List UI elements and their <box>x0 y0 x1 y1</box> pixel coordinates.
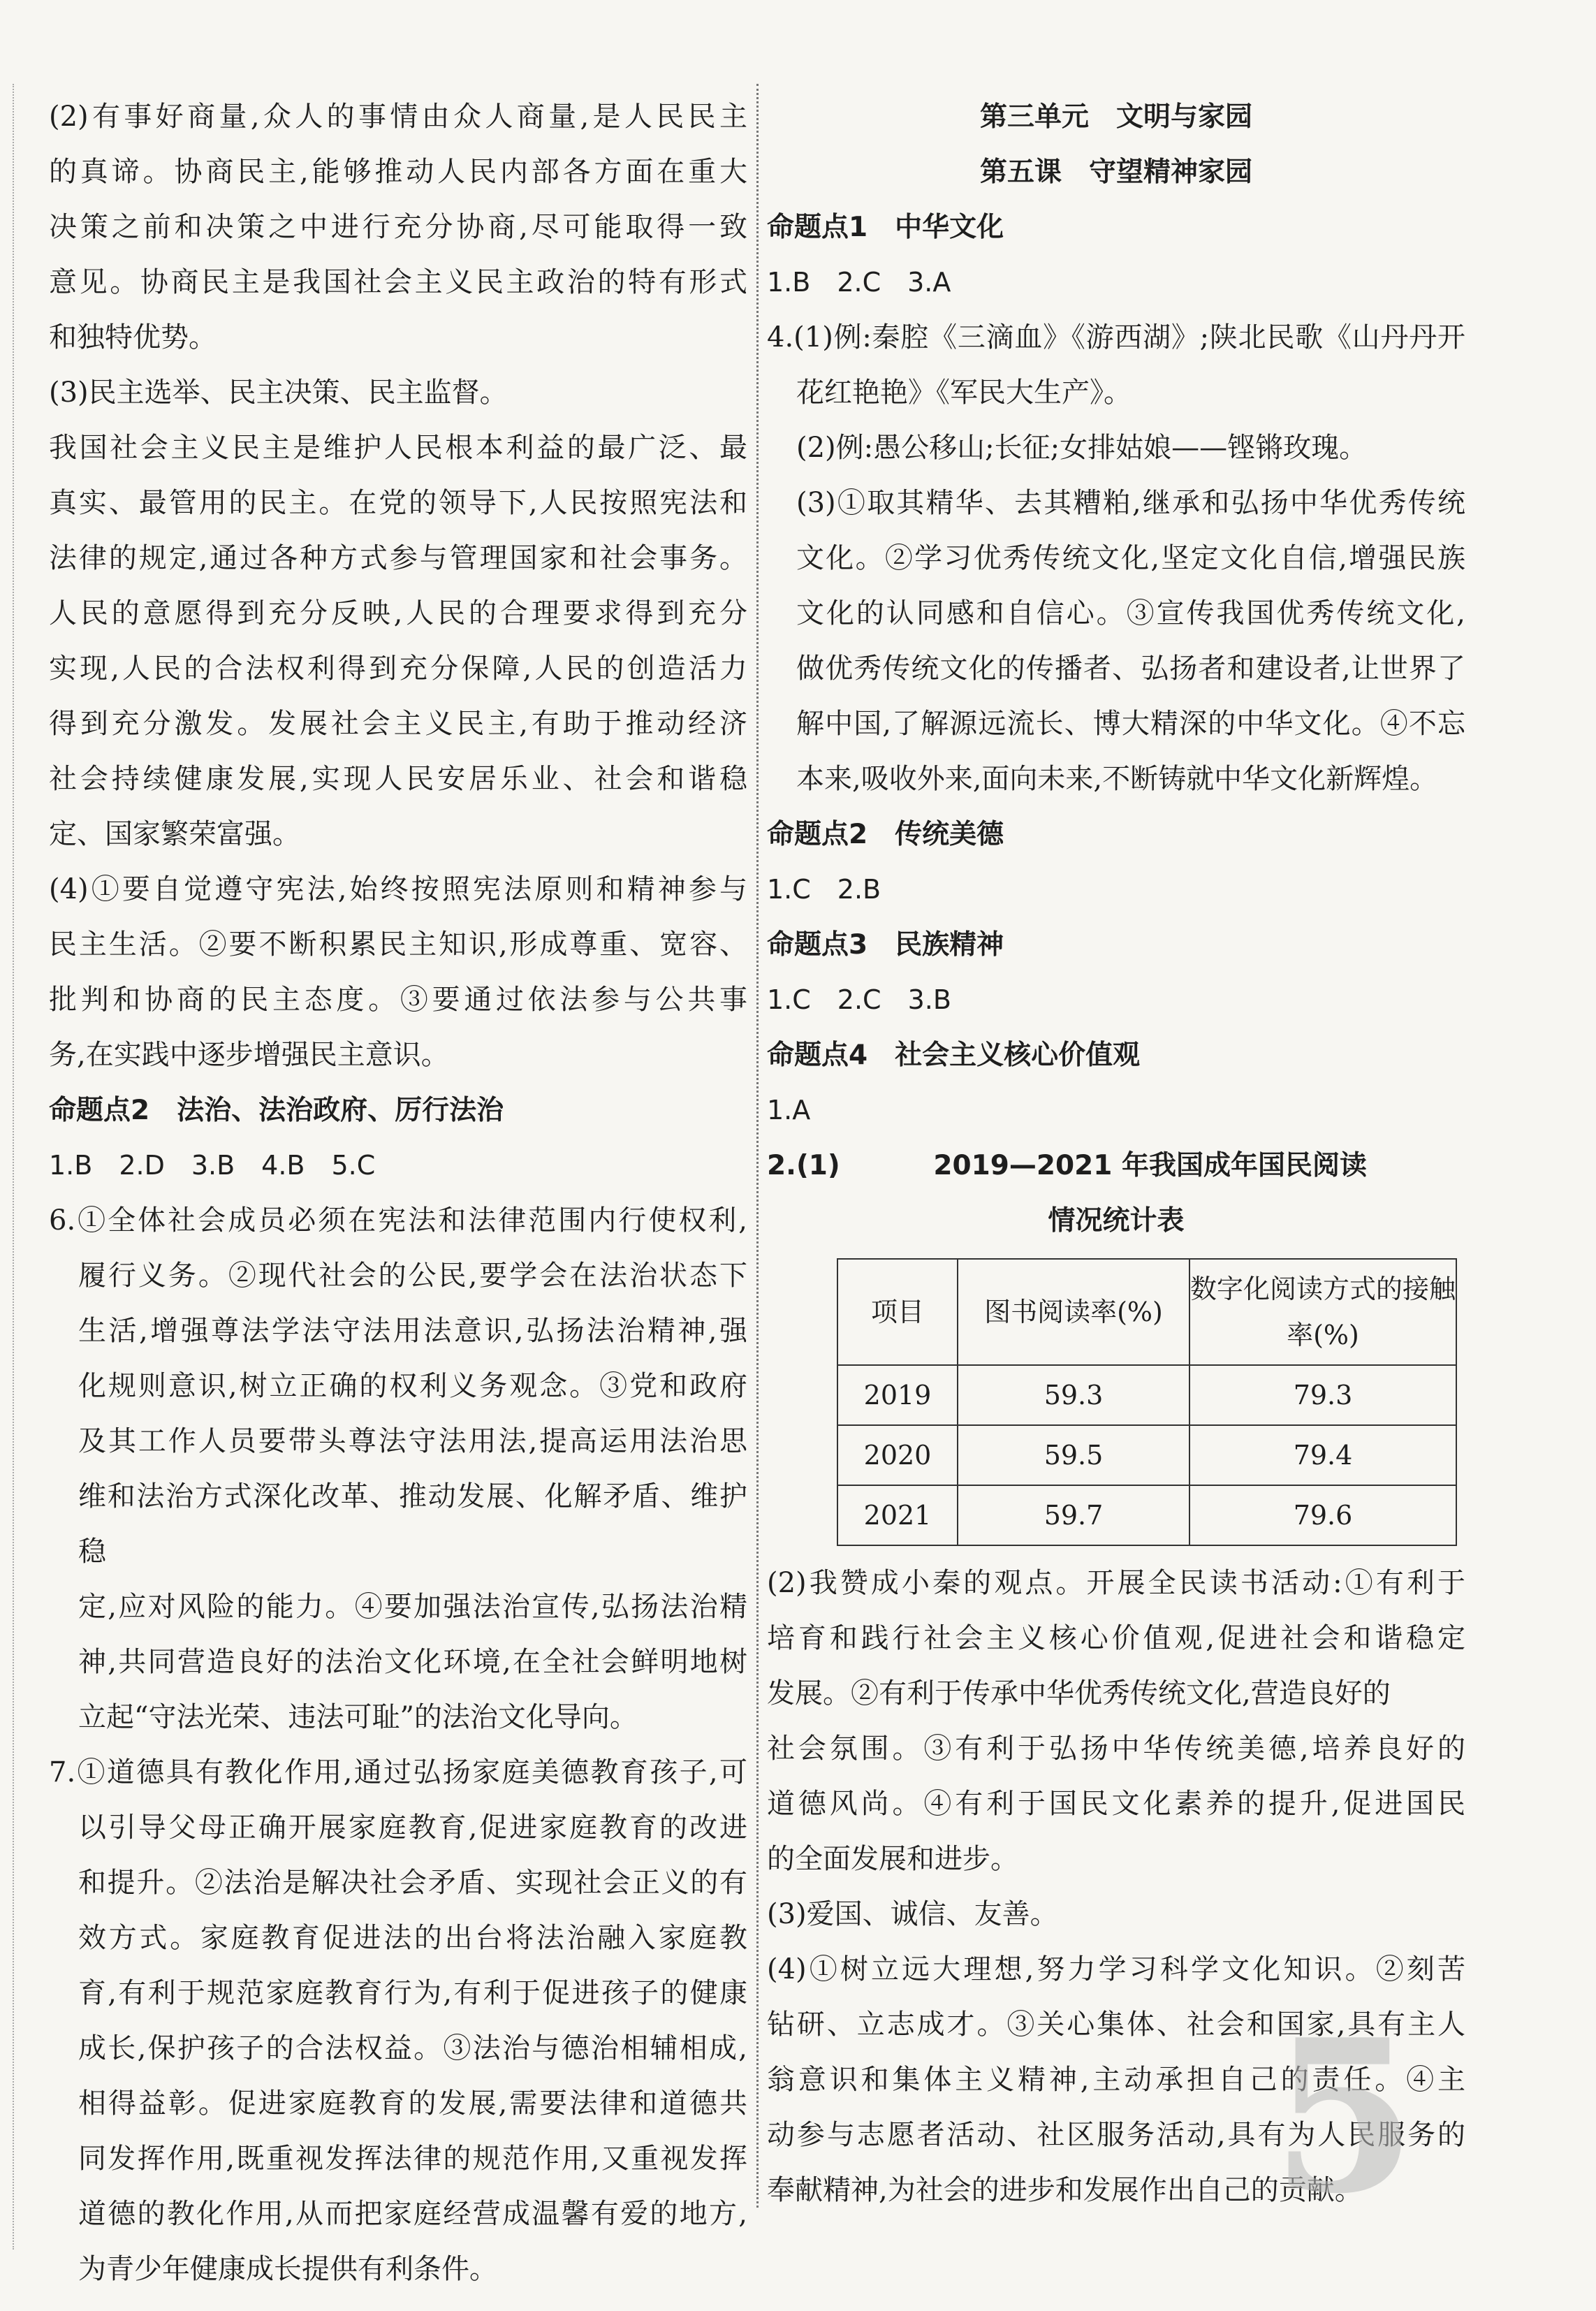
table-cell-digital: 79.3 <box>1189 1365 1456 1425</box>
text-line: (3)民主选举、民主决策、民主监督。 <box>49 377 508 409</box>
question-4 <box>767 310 1465 807</box>
text-line: 真实、最管用的民主。在党的领导下,人民按照宪法和 <box>49 487 747 519</box>
table-header-row <box>837 1259 1456 1365</box>
question-6 <box>49 1193 747 1745</box>
answers-topic-3: 1.C 2.C 3.B <box>767 984 951 1015</box>
text-line: 定,应对风险的能力。④要加强法治宣传,弘扬法治精 <box>78 1591 747 1623</box>
text-line: 育,有利于规范家庭教育行为,有利于促进孩子的健康 <box>78 1977 747 2009</box>
lesson-title: 第五课 守望精神家园 <box>979 156 1252 188</box>
text-line: 6.①全体社会成员必须在宪法和法律范围内行使权利, <box>49 1204 747 1237</box>
text-line: 社会氛围。③有利于弘扬中华传统美德,培养良好的 <box>767 1733 1465 1765</box>
text-line: 的全面发展和进步。 <box>767 1843 1018 1875</box>
table-row <box>837 1425 1456 1485</box>
text-line: 道德风尚。④有利于国民文化素养的提升,促进国民 <box>767 1788 1465 1820</box>
table-row <box>837 1485 1456 1545</box>
text-line: (2)有事好商量,众人的事情由众人商量,是人民民主 <box>49 101 747 133</box>
text-line: (2)例:愚公移山;长征;女排姑娘——铿锵玫瑰。 <box>796 432 1368 464</box>
column-divider <box>756 84 759 2208</box>
text-line: 效方式。家庭教育促进法的出台将法治融入家庭教 <box>78 1922 747 1954</box>
question-7 <box>49 1745 747 2297</box>
table-header-digital-rate: 数字化阅读方式的接触率(%) <box>1189 1259 1456 1365</box>
text-line: 为青少年健康成长提供有利条件。 <box>78 2253 497 2285</box>
text-line: 生活,增强尊法学法守法用法意识,弘扬法治精神,强 <box>78 1315 747 1347</box>
text-line: 文化。②学习优秀传统文化,坚定文化自信,增强民族 <box>796 542 1465 574</box>
text-line: 文化的认同感和自信心。③宣传我国优秀传统文化, <box>796 597 1465 629</box>
text-line: 和提升。②法治是解决社会矛盾、实现社会正义的有 <box>78 1867 747 1899</box>
answers-topic-4: 1.A <box>767 1095 811 1125</box>
heading-topic-2: 命题点2 法治、法治政府、厉行法治 <box>49 1095 504 1126</box>
text-line: 本来,吸收外来,面向未来,不断铸就中华文化新辉煌。 <box>796 763 1438 795</box>
text-line: 神,共同营造良好的法治文化环境,在全社会鲜明地树 <box>78 1646 747 1678</box>
left-section-1 <box>49 89 747 1083</box>
text-line: 及其工作人员要带头尊法守法用法,提高运用法治思 <box>78 1425 747 1457</box>
left-column <box>49 89 747 2297</box>
text-line: 定、国家繁荣富强。 <box>49 818 300 850</box>
table-cell-digital: 79.6 <box>1189 1485 1456 1545</box>
table-header-item: 项目 <box>837 1259 958 1365</box>
text-line: 履行义务。②现代社会的公民,要学会在法治状态下 <box>78 1260 747 1292</box>
text-line: 道德的教化作用,从而把家庭经营成温馨有爱的地方, <box>78 2198 747 2230</box>
text-line: 的真谛。协商民主,能够推动人民内部各方面在重大 <box>49 156 747 188</box>
answers-topic-2: 1.B 2.D 3.B 4.B 5.C <box>49 1150 376 1181</box>
heading-topic-1: 命题点1 中华文化 <box>767 212 1004 243</box>
table-title-line-1: 2019—2021 年我国成年国民阅读 <box>933 1150 1367 1181</box>
text-line: 和独特优势。 <box>49 321 217 353</box>
text-line: 花红艳艳》《军民大生产》。 <box>796 377 1132 409</box>
text-line: 钻研、立志成才。③关心集体、社会和国家,具有主人 <box>767 2009 1465 2041</box>
text-line: (3)①取其精华、去其糟粕,继承和弘扬中华优秀传统 <box>796 487 1465 519</box>
text-line: 做优秀传统文化的传播者、弘扬者和建设者,让世界了 <box>796 653 1465 685</box>
text-line: 得到充分激发。发展社会主义民主,有助于推动经济 <box>49 708 747 740</box>
text-line: 意见。协商民主是我国社会主义民主政治的特有形式 <box>49 266 747 298</box>
text-line: 法律的规定,通过各种方式参与管理国家和社会事务。 <box>49 542 747 574</box>
text-line: (4)①树立远大理想,努力学习科学文化知识。②刻苦 <box>767 1953 1465 1985</box>
text-line: 同发挥作用,既重视发挥法律的规范作用,又重视发挥 <box>78 2143 747 2175</box>
question-2-header <box>767 1138 1465 1193</box>
text-line: (2)我赞成小秦的观点。开展全民读书活动:①有利于 <box>767 1567 1465 1599</box>
text-line: 化规则意识,树立正确的权利义务观念。③党和政府 <box>78 1370 747 1402</box>
table-header-book-rate: 图书阅读率(%) <box>958 1259 1189 1365</box>
text-line: 实现,人民的合法权利得到充分保障,人民的创造活力 <box>49 653 747 685</box>
answers-topic-1: 1.B 2.C 3.A <box>767 267 951 298</box>
table-cell-book: 59.5 <box>958 1425 1189 1485</box>
heading-topic-2-right: 命题点2 传统美德 <box>767 819 1004 850</box>
text-line: 务,在实践中逐步增强民主意识。 <box>49 1039 449 1071</box>
text-line: 7.①道德具有教化作用,通过弘扬家庭美德教育孩子,可 <box>49 1756 747 1788</box>
table-cell-year: 2021 <box>837 1485 958 1545</box>
table-cell-year: 2019 <box>837 1365 958 1425</box>
text-line: 批判和协商的民主态度。③要通过依法参与公共事 <box>49 984 747 1016</box>
unit-title: 第三单元 文明与家园 <box>979 101 1252 133</box>
text-line: 以引导父母正确开展家庭教育,促进家庭教育的改进 <box>78 1811 747 1844</box>
text-line: 人民的意愿得到充分反映,人民的合理要求得到充分 <box>49 597 747 629</box>
text-line: 发展。②有利于传承中华优秀传统文化,营造良好的 <box>767 1677 1391 1709</box>
text-line: 我国社会主义民主是维护人民根本利益的最广泛、最 <box>49 432 747 464</box>
text-line: 培育和践行社会主义核心价值观,促进社会和谐稳定 <box>767 1622 1465 1654</box>
table-cell-year: 2020 <box>837 1425 958 1485</box>
right-column <box>767 89 1465 2218</box>
text-line: (3)爱国、诚信、友善。 <box>767 1898 1058 1930</box>
text-line: 4.(1)例:秦腔《三滴血》《游西湖》;陕北民歌《山丹丹开 <box>767 321 1465 353</box>
table-cell-book: 59.7 <box>958 1485 1189 1545</box>
reading-stats-table <box>837 1258 1457 1546</box>
text-line: 维和法治方式深化改革、推动发展、化解矛盾、维护稳 <box>78 1480 747 1568</box>
text-line: 奉献精神,为社会的进步和发展作出自己的贡献。 <box>767 2174 1363 2206</box>
text-line: 成长,保护孩子的合法权益。③法治与德治相辅相成, <box>78 2032 747 2064</box>
table-cell-digital: 79.4 <box>1189 1425 1456 1485</box>
text-line: 社会持续健康发展,实现人民安居乐业、社会和谐稳 <box>49 763 747 795</box>
table-title-line-2: 情况统计表 <box>1048 1205 1185 1237</box>
binding-edge <box>13 84 14 2250</box>
text-line: 翁意识和集体主义精神,主动承担自己的责任。④主 <box>767 2064 1465 2096</box>
text-line: 动参与志愿者活动、社区服务活动,具有为人民服务的 <box>767 2119 1465 2151</box>
text-line: 立起“守法光荣、违法可耻”的法治文化导向。 <box>78 1701 638 1733</box>
text-line: (4)①要自觉遵守宪法,始终按照宪法原则和精神参与 <box>49 873 747 905</box>
heading-topic-3: 命题点3 民族精神 <box>767 929 1004 961</box>
text-line: 解中国,了解源远流长、博大精深的中华文化。④不忘 <box>796 708 1465 740</box>
answers-topic-2-right: 1.C 2.B <box>767 874 881 905</box>
text-line: 决策之前和决策之中进行充分协商,尽可能取得一致 <box>49 211 747 243</box>
question-2-label: 2.(1) <box>767 1150 840 1181</box>
table-cell-book: 59.3 <box>958 1365 1189 1425</box>
text-line: 民主生活。②要不断积累民主知识,形成尊重、宽容、 <box>49 928 747 961</box>
text-line: 相得益彰。促进家庭教育的发展,需要法律和道德共 <box>78 2087 747 2120</box>
page-number: 5 <box>1271 1993 1417 2240</box>
heading-topic-4: 命题点4 社会主义核心价值观 <box>767 1040 1141 1071</box>
table-row <box>837 1365 1456 1425</box>
